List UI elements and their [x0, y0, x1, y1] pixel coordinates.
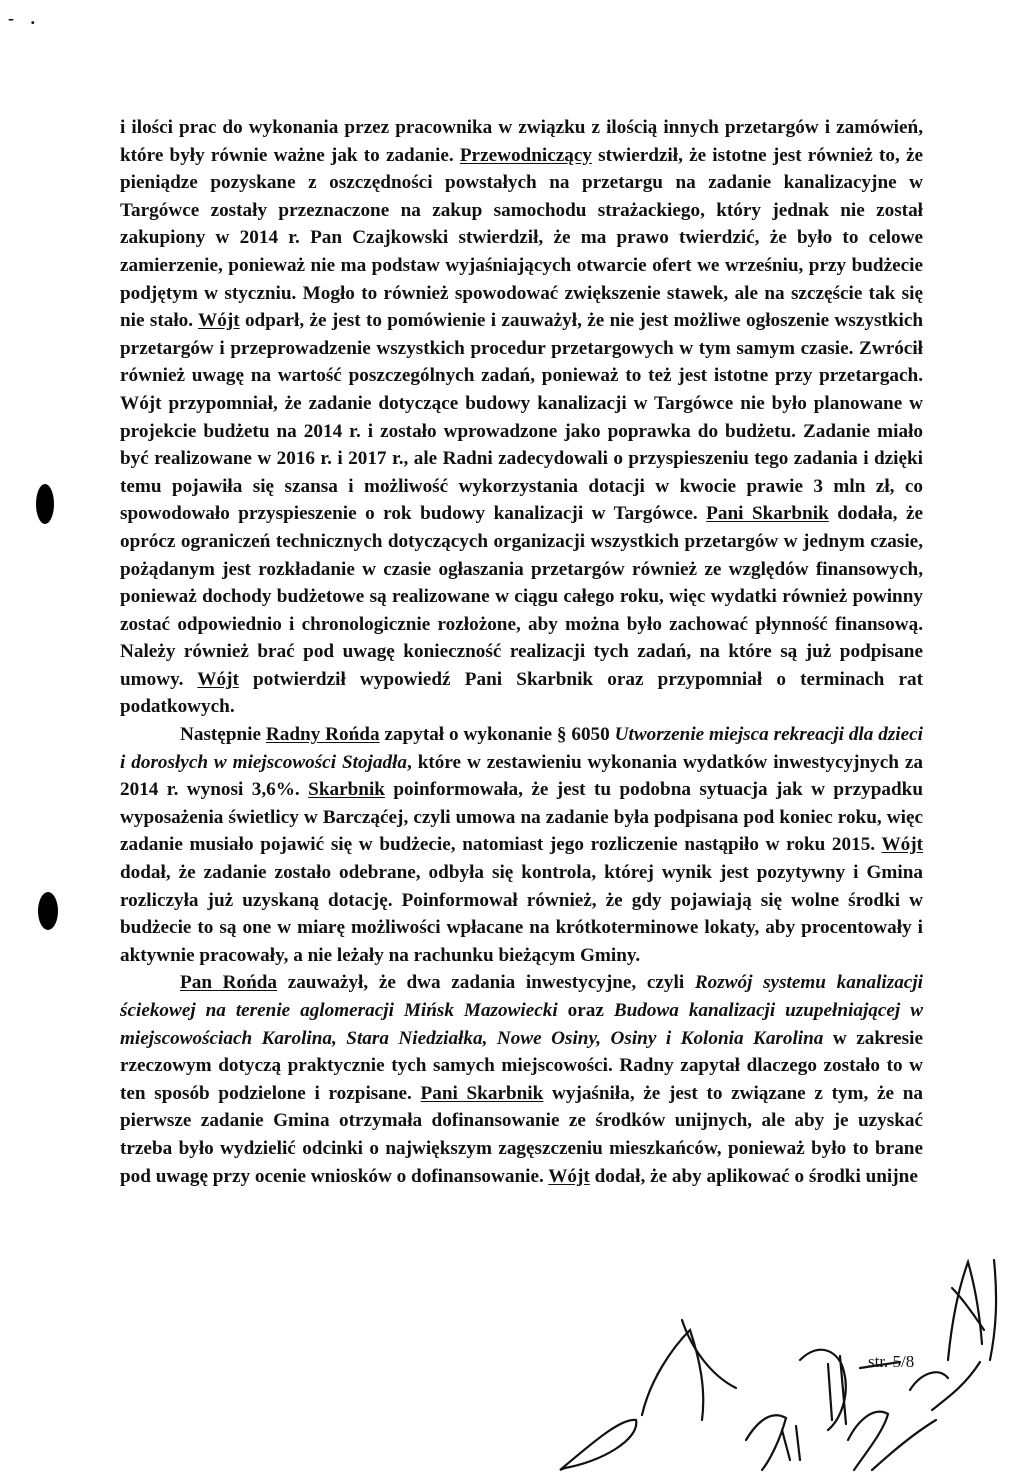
text-span: poinformowała, że jest tu podobna sytuacja jak w przypadku wyposażenia świetlicy w Barcząćej, czyli umowa na zadanie była podpisana pod koniec roku, więc zadanie musiało pojawić się w budżecie, natomiast jego rozliczenie nastąpiło w roku 2015. [120, 779, 923, 856]
paragraph [120, 721, 923, 969]
speaker-name: Wójt [198, 310, 240, 332]
text-span: dodał, że aby aplikować o środki unijne [589, 1165, 918, 1187]
speaker-name: Radny Rońda [265, 724, 380, 746]
text-span: dodał, że zadanie zostało odebrane, odbyła się kontrola, której wynik jest pozytywny i Gmina rozliczyła już uzyskaną dotację. Poinformował również, że gdy pojawiają się wolne środki w budżecie to są one w miarę możliwości wpłacane na krótkoterminowe lokaty, aby procentowały i aktywnie pracowały, a nie leżały na rachunku bieżącym Gminy. [120, 862, 923, 966]
text-span: zapytał o wykonanie § 6050 [379, 724, 615, 746]
document-body [120, 114, 923, 1190]
text-span: i ilości prac do wykonania przez pracownika w związku z ilością innych przetargów i zamówień, które były równie ważne jak to zadanie. [120, 117, 923, 166]
text-span: Następnie [180, 724, 266, 746]
text-span: dodała, że oprócz ograniczeń technicznych dotyczących organizacji wszystkich przetargów w jednym czasie, pożądanym jest rozkładanie w czasie ogłaszania przetargów również ze względów finansowych, ponieważ dochody budżetowe są realizowane w ciągu całego roku, więc wydatki również powinny zostać odpowiednio i chronologicznie rozłożone, aby można było zachować płynność finansową. Należy również brać pod uwagę konieczność realizacji tych zadań, na które są już podpisane umowy. [120, 503, 923, 690]
speaker-name: Wójt [197, 668, 239, 690]
punch-hole-bottom [38, 892, 58, 930]
page-number: str. 5/8 [868, 1352, 915, 1371]
text-span: oraz [557, 1000, 614, 1021]
task-title: Utworzenie miejsca rekreacji dla dzieci i dorosłych w miejscowości Stojadła [120, 724, 923, 773]
text-span: stwierdził, że istotne jest również to, że pieniądze pozyskane z oszczędności powstałych na przetargu na zadanie kanalizacyjne w Targówce zostały przeznaczone na zakup samochodu strażackiego, który jednak nie został zakupiony w 2014 r. Pan Czajkowski stwierdził, że ma prawo twierdzić, że było to celowe zamierzenie, ponieważ nie ma podstaw wyjaśniających otwarcie ofert we wrześniu, przy budżecie podjętym w styczniu. Mogło to również spowodować zwiększenie stawek, ale na szczęście tak się nie stało. [120, 144, 923, 332]
corner-mark: - . [8, 8, 41, 28]
speaker-name: Wójt [881, 834, 923, 856]
speaker-name: Pan Rońda [180, 972, 278, 994]
speaker-name: Przewodniczący [459, 144, 592, 166]
text-span: zauważył, że dwa zadania inwestycyjne, czyli [277, 972, 695, 994]
punch-hole-top [36, 484, 54, 524]
text-span: w zakresie rzeczowym dotyczą praktycznie tych samych miejscowości. Radny zapytał dlaczego zostało to w ten sposób podzielone i rozpisane. [120, 1027, 923, 1104]
text-span: odparł, że jest to pomówienie i zauważył, że nie jest możliwe ogłoszenie wszystkich przetargów i przeprowadzenie wszystkich procedur przetargowych w tym samym czasie. Zwrócił również uwagę na wartość poszczególnych zadań, ponieważ to też jest istotne przy przetargach. Wójt przypomniał, że zadanie dotyczące budowy kanalizacji w Targówce nie było planowane w projekcie budżetu na 2014 r. i zostało wprowadzone jako poprawka do budżetu. Zadanie miało być realizowane w 2016 r. i 2017 r., ale Radni zadecydowali o przyspieszeniu tego zadania i dzięki temu pojawiła się szansa i możliwość wykorzystania dotacji w kwocie prawie 3 mln zł, co spowodowało przyspieszenie o rok budowy kanalizacji w Targówce. [120, 310, 924, 525]
speaker-name: Skarbnik [308, 779, 385, 801]
speaker-name: Pani Skarbnik [706, 503, 829, 525]
text-span: wyjaśniła, że jest to związane z tym, że na pierwsze zadanie Gmina otrzymała dofinansowanie ze środków unijnych, ale aby je uzyskać trzeba było wydzielić odcinki o największym zagęszczeniu mieszkańców, ponieważ było to brane pod uwagę przy ocenie wniosków o dofinansowanie. [120, 1082, 923, 1187]
speaker-name: Wójt [548, 1165, 590, 1187]
text-span: potwierdził wypowiedź Pani Skarbnik oraz przypomniał o terminach rat podatkowych. [120, 668, 924, 718]
task-title: Budowa kanalizacji uzupełniającej w miejscowościach Karolina, Stara Niedziałka, Nowe Osiny, Osiny i Kolonia Karolina [120, 1000, 923, 1049]
paragraph [120, 114, 923, 721]
speaker-name: Pani Skarbnik [420, 1082, 544, 1104]
text-span: , które w zestawieniu wykonania wydatków inwestycyjnych za 2014 r. wynosi 3,6%. [120, 751, 923, 801]
paragraph [120, 969, 923, 1190]
task-title: Rozwój systemu kanalizacji ściekowej na terenie aglomeracji Mińsk Mazowiecki [120, 972, 923, 1021]
